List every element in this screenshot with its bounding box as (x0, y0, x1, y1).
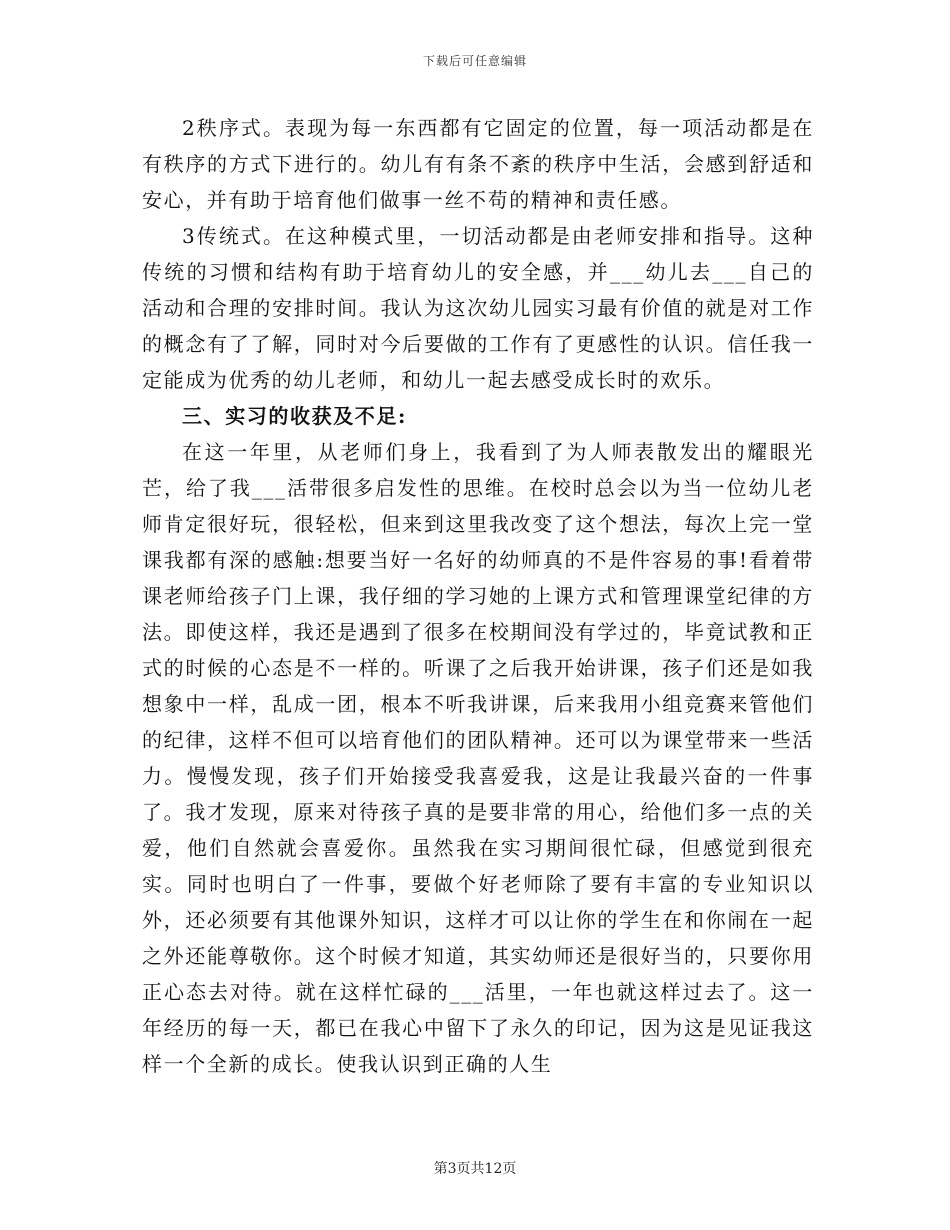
section-heading: 三、实习的收获及不足: (182, 404, 407, 428)
paragraph-order-style: 2秩序式。表现为每一东西都有它固定的位置，每一项活动都是在有秩序的方式下进行的。幼儿有有条不紊的秩序中生活，会感到舒适和安心，并有助于培育他们做事一丝不苟的精神和责任感。 (142, 116, 814, 212)
document-body (142, 110, 814, 1082)
paragraph-traditional-style: 3传统式。在这种模式里，一切活动都是由老师安排和指导。这种传统的习惯和结构有助于培育幼儿的安全感，并___幼儿去___自己的活动和合理的安排时间。我认为这次幼儿园实习最有价值的就是对工作的概念有了了解，同时对今后要做的工作有了更感性的认识。信任我一定能成为优秀的幼儿老师，和幼儿一起去感受成长时的欢乐。 (142, 224, 814, 392)
page-header: 下载后可任意编辑 (422, 54, 527, 68)
page-number: 第3页共12页 (433, 1161, 517, 1177)
paragraph-gains: 在这一年里，从老师们身上，我看到了为人师表散发出的耀眼光芒，给了我___活带很多启发性的思维。在校时总会以为当一位幼儿老师肯定很好玩，很轻松，但来到这里我改变了这个想法，每次上完一堂课我都有深的感触:想要当好一名好的幼师真的不是件容易的事!看着带课老师给孩子门上课，我仔细的学习她的上课方式和管理课堂纪律的方法。即使这样，我还是遇到了很多在校期间没有学过的，毕竟试教和正式的时候的心态是不一样的。听课了之后我开始讲课，孩子们还是如我想象中一样，乱成一团，根本不听我讲课，后来我用小组竞赛来管他们的纪律，这样不但可以培育他们的团队精神。还可以为课堂带来一些活力。慢慢发现，孩子们开始接受我喜爱我，这是让我最兴奋的一件事了。我才发现，原来对待孩子真的是要非常的用心，给他们多一点的关爱，他们自然就会喜爱你。虽然我在实习期间很忙碌，但感觉到很充实。同时也明白了一件事，要做个好老师除了要有丰富的专业知识以外，还必须要有其他课外知识，这样才可以让你的学生在和你闹在一起之外还能尊敬你。这个时候才知道，其实幼师还是很好当的，只要你用正心态去对待。就在这样忙碌的___活里，一年也就这样过去了。这一年经历的每一天，都已在我心中留下了永久的印记，因为这是见证我这样一个全新的成长。使我认识到正确的人生 (142, 440, 814, 1076)
